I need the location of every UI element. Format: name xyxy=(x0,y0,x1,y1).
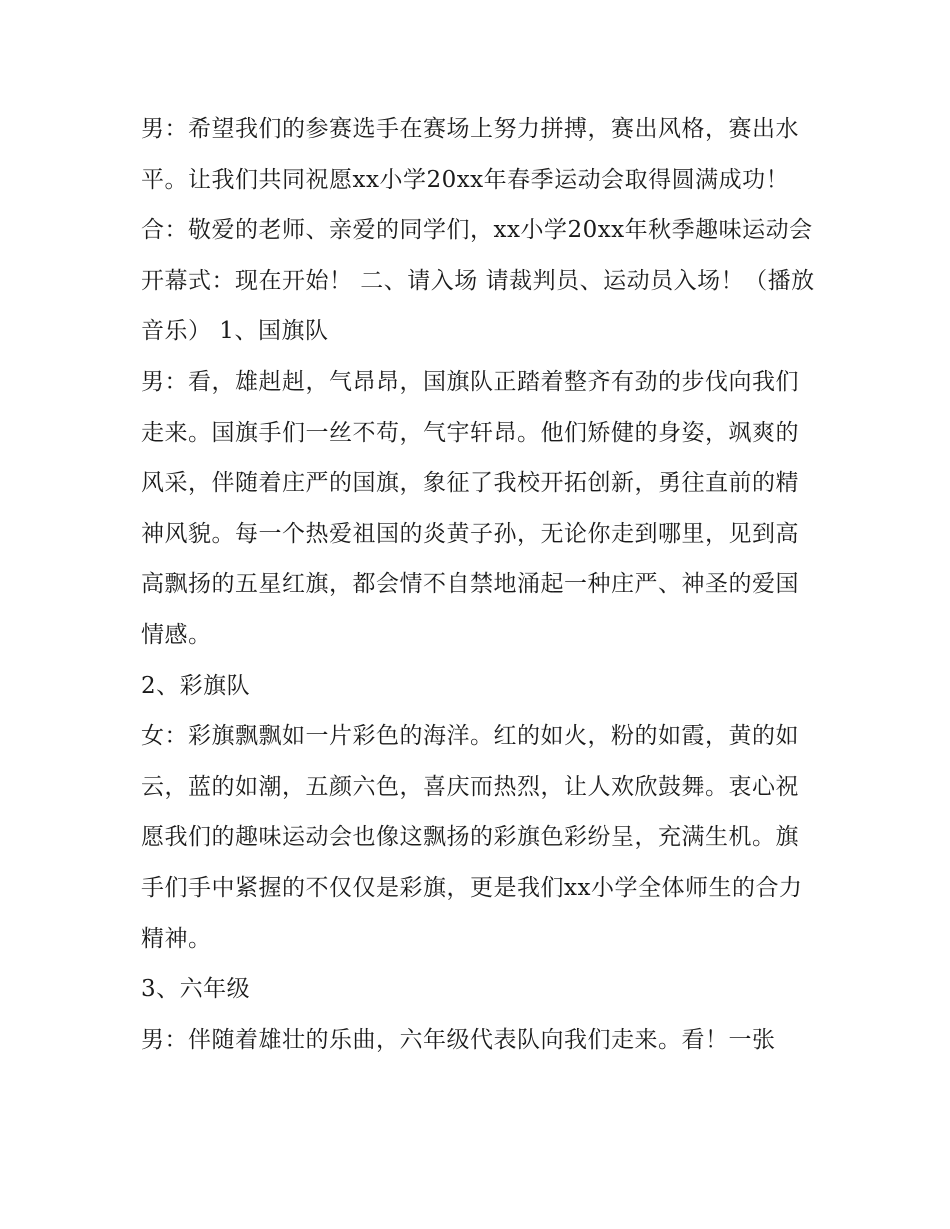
document-body xyxy=(141,104,821,1065)
paragraph-male-hope: 男：希望我们的参赛选手在赛场上努力拼搏，赛出风格，赛出水平。让我们共同祝愿xx小学20xx年春季运动会取得圆满成功！ xyxy=(141,116,799,193)
paragraph-female-color-flag: 女：彩旗飘飘如一片彩色的海洋。红的如火，粉的如霞，黄的如云，蓝的如潮，五颜六色，喜庆而热烈，让人欢欣鼓舞。衷心祝愿我们的趣味运动会也像这飘扬的彩旗色彩纷呈，充满生机。旗手们手中紧握的不仅仅是彩旗，更是我们xx小学全体师生的合力精神。 xyxy=(141,723,803,952)
paragraph-together-opening: 合：敬爱的老师、亲爱的同学们，xx小学20xx年秋季趣味运动会开幕式：现在开始！ 二、请入场 请裁判员、运动员入场！（播放音乐） 1、国旗队 xyxy=(141,217,815,345)
heading-sixth-grade: 3、六年级 xyxy=(141,976,251,1003)
paragraph-male-national-flag: 男：看，雄赳赳，气昂昂，国旗队正踏着整齐有劲的步伐向我们走来。国旗手们一丝不苟，气宇轩昂。他们矫健的身姿，飒爽的风采，伴随着庄严的国旗，象征了我校开拓创新，勇往直前的精神风貌。每一个热爱祖国的炎黄子孙，无论你走到哪里，见到高高飘扬的五星红旗，都会情不自禁地涌起一种庄严、神圣的爱国情感。 xyxy=(141,368,799,648)
heading-color-flag-team: 2、彩旗队 xyxy=(141,672,251,699)
paragraph-male-sixth-grade: 男：伴随着雄壮的乐曲，六年级代表队向我们走来。看！一张 xyxy=(141,1026,776,1053)
